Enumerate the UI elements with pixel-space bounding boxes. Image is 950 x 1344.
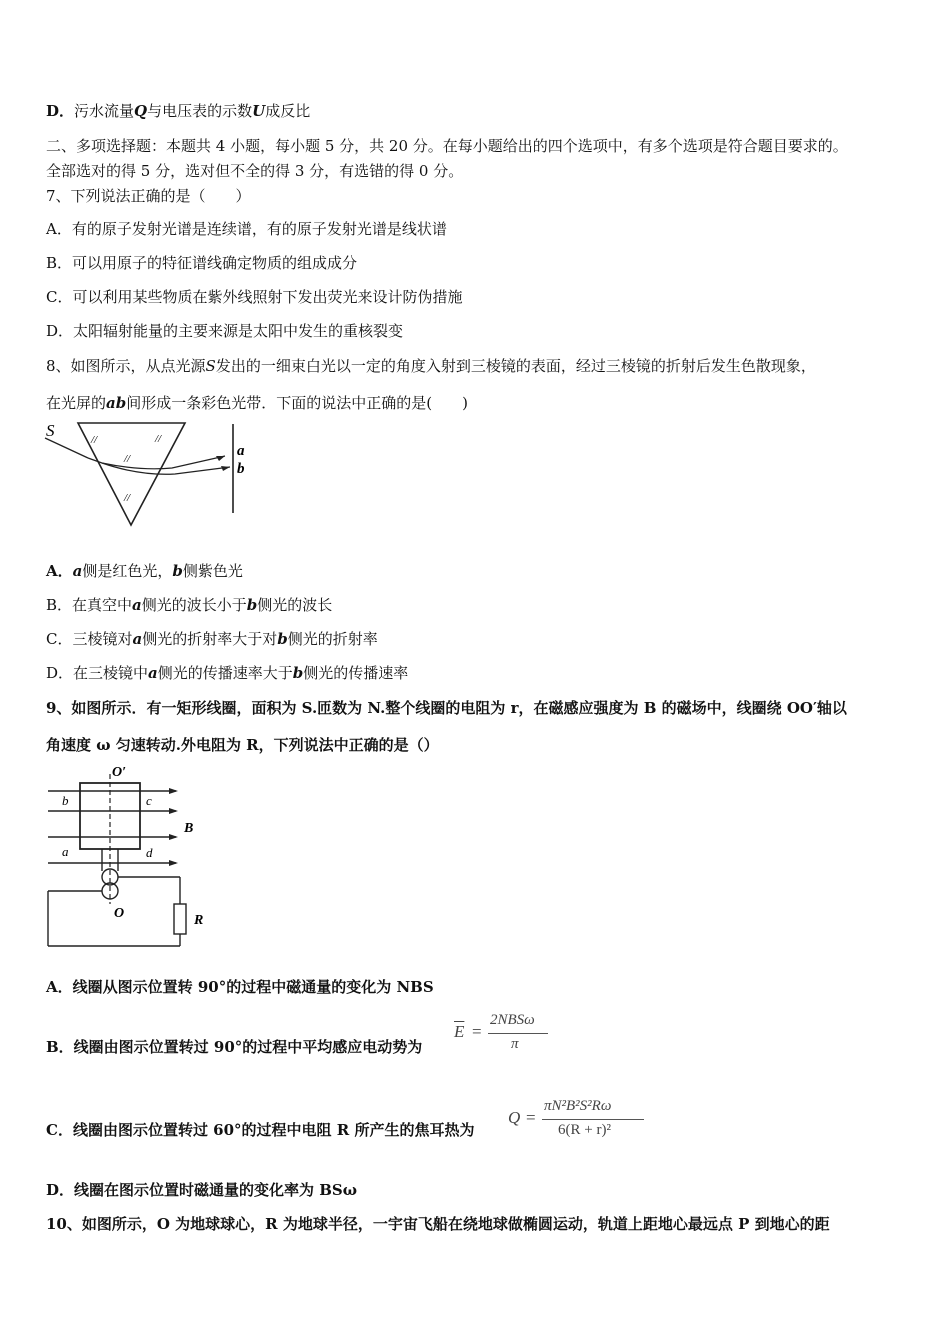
q9-option-b: B．线圈由图示位置转过 90°的过程中平均感应电动势为 — [46, 1038, 423, 1056]
label-o: O — [114, 906, 125, 921]
resistor — [174, 904, 186, 934]
formula-b: $\overline{E}$ = 2NBSω π — [454, 1012, 554, 1058]
label-r: R — [194, 913, 204, 928]
q8-stem-line2: 在光屏的ab间形成一条彩色光带．下面的说法中正确的是( ) — [46, 394, 468, 412]
ray-a — [88, 456, 225, 469]
hatch-3: // — [124, 453, 131, 465]
q9-stem-line2: 角速度 ω 匀速转动.外电阻为 R，下列说法中正确的是（） — [46, 736, 439, 754]
coil-diagram — [40, 764, 220, 954]
incident-ray — [45, 438, 88, 458]
label-b-corner: b — [62, 793, 69, 808]
field-arrow-icon — [169, 834, 178, 840]
label-b: b — [237, 461, 245, 477]
q9-option-a: A．线圈从图示位置转 90°的过程中磁通量的变化为 NBS — [46, 978, 434, 996]
hatch-2: // — [155, 433, 162, 445]
q9-option-c: C．线圈由图示位置转过 60°的过程中电阻 R 所产生的焦耳热为 — [46, 1121, 475, 1139]
hatch-1: // — [91, 434, 98, 446]
q7-option-b: B．可以用原子的特征谱线确定物质的组成成分 — [46, 254, 358, 272]
q7-option-d: D．太阳辐射能量的主要来源是太阳中发生的重核裂变 — [46, 322, 404, 340]
q8-option-c: C．三棱镜对a侧光的折射率大于对b侧光的折射率 — [46, 630, 378, 648]
prism-diagram — [40, 418, 260, 533]
section-heading: 二、多项选择题：本题共 4 小题，每小题 5 分，共 20 分。在每小题给出的四个选项中，有多个选项是符合题目要求的。 — [46, 137, 848, 155]
formula-c: Q = πN²B²S²Rω 6(R + r)² — [508, 1096, 658, 1146]
field-arrow-icon — [169, 860, 178, 866]
q8-option-b: B．在真空中a侧光的波长小于b侧光的波长 — [46, 596, 333, 614]
field-arrow-icon — [169, 808, 178, 814]
arrow-a-icon — [216, 456, 225, 461]
q9-stem-line1: 9、如图所示．有一矩形线圈，面积为 S.匝数为 N.整个线圈的电阻为 r，在磁感应强度为 B 的磁场中，线圈绕 OO′轴以 — [46, 699, 847, 717]
hatch-4: // — [124, 492, 131, 504]
q6-option-d: D．污水流量Q与电压表的示数U成反比 — [46, 102, 311, 120]
q10-stem-line1: 10、如图所示，O 为地球球心，R 为地球半径，一宇宙飞船在绕地球做椭圆运动，轨道上距地心最远点 P 到地心的距 — [46, 1215, 830, 1233]
label-d-corner: d — [146, 845, 153, 860]
label-o-prime: O′ — [112, 765, 127, 780]
section-heading-cont: 全部选对的得 5 分，选对但不全的得 3 分，有选错的得 0 分。 — [46, 162, 464, 180]
q8-option-d: D．在三棱镜中a侧光的传播速率大于b侧光的传播速率 — [46, 664, 409, 682]
q9-option-d: D．线圈在图示位置时磁通量的变化率为 BSω — [46, 1181, 358, 1199]
field-arrow-icon — [169, 788, 178, 794]
q7-option-c: C．可以利用某些物质在紫外线照射下发出荧光来设计防伪措施 — [46, 288, 463, 306]
q8-option-a: A．a侧是红色光，b侧紫色光 — [46, 562, 243, 580]
label-c-corner: c — [146, 793, 152, 808]
label-a: a — [237, 443, 245, 459]
q7-option-a: A．有的原子发射光谱是连续谱，有的原子发射光谱是线状谱 — [46, 220, 447, 238]
q7-stem: 7、下列说法正确的是（ ） — [46, 187, 251, 205]
label-a-corner: a — [62, 844, 69, 859]
label-b-field: B — [184, 821, 194, 836]
q8-stem-line1: 8、如图所示，从点光源S发出的一细束白光以一定的角度入射到三棱镜的表面，经过三棱镜的折射后发生色散现象， — [46, 357, 816, 375]
label-s: S — [46, 421, 55, 440]
